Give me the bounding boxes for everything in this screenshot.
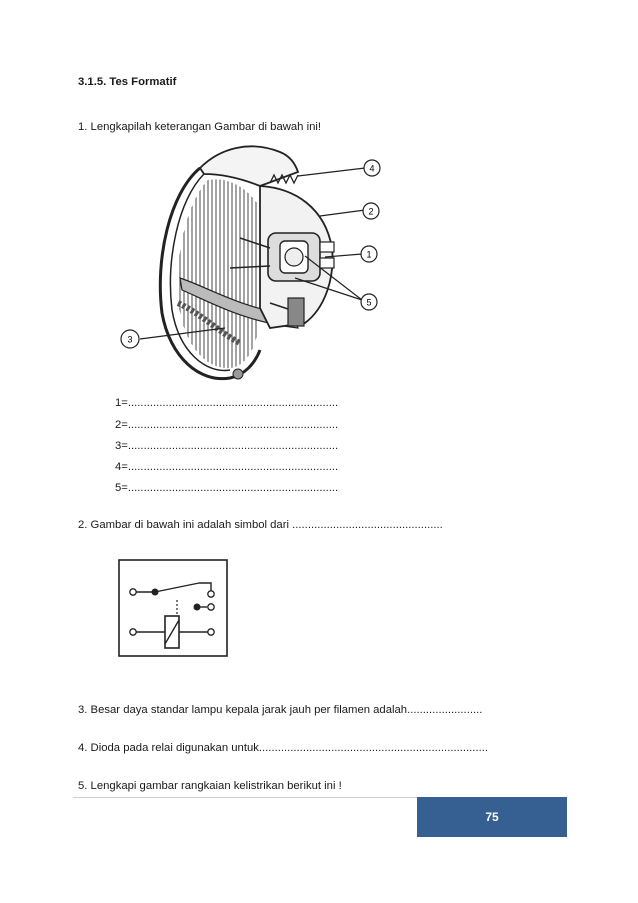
callout-2-label: 2 bbox=[368, 206, 374, 217]
headlamp-illustration bbox=[120, 138, 390, 388]
callout-4-label: 4 bbox=[369, 163, 375, 174]
question-1-text: 1. Lengkapilah keterangan Gambar di bawah ini! bbox=[78, 121, 322, 133]
question-2-text: 2. Gambar di bawah ini adalah simbol dari ................................................ bbox=[78, 519, 443, 531]
section-title: 3.1.5. Tes Formatif bbox=[78, 76, 177, 88]
question-3-text: 3. Besar daya standar lampu kepala jarak jauh per filamen adalah........................ bbox=[78, 704, 483, 716]
answer-line-1[interactable]: 1=................................................................... bbox=[115, 397, 339, 409]
question-5-text: 5. Lengkapi gambar rangkaian kelistrikan berikut ini ! bbox=[78, 780, 342, 792]
answer-line-5[interactable]: 5=................................................................... bbox=[115, 482, 339, 494]
callout-1-label: 1 bbox=[366, 249, 372, 260]
page-number: 75 bbox=[485, 810, 499, 824]
callout-3-label: 3 bbox=[127, 334, 133, 345]
question-4-text: 4. Dioda pada relai digunakan untuk......................................................................... bbox=[78, 742, 489, 754]
answer-line-4[interactable]: 4=................................................................... bbox=[115, 461, 339, 473]
answer-line-3[interactable]: 3=................................................................... bbox=[115, 440, 339, 452]
answer-line-2[interactable]: 2=................................................................... bbox=[115, 419, 339, 431]
relay-symbol-diagram bbox=[117, 558, 229, 658]
page-number-badge bbox=[417, 797, 567, 837]
callout-5-label: 5 bbox=[366, 297, 372, 308]
